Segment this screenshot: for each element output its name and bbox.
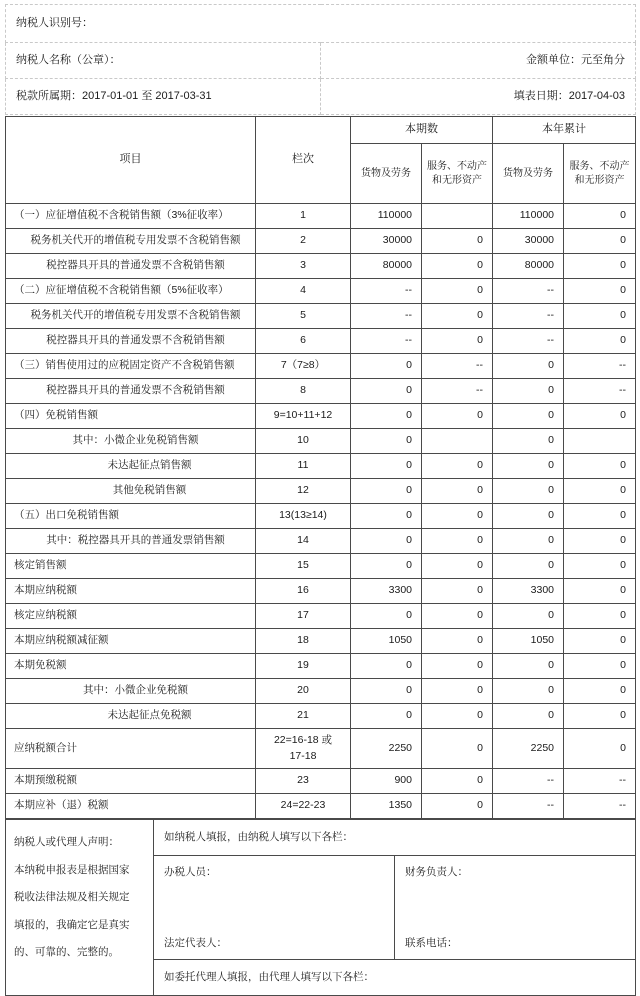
row-current-services[interactable]: 0 [422, 554, 493, 579]
table-row [6, 769, 636, 794]
row-item-label: 本期免税额 [6, 654, 256, 679]
declaration-statement-line-3: 的、可靠的、完整的。 [14, 946, 119, 958]
row-current-goods[interactable]: 0 [351, 654, 422, 679]
table-row [6, 329, 636, 354]
row-line-number: 17 [256, 604, 351, 629]
row-item-label: 其中：税控器具开具的普通发票销售额 [6, 529, 256, 554]
row-ytd-services[interactable]: 0 [564, 279, 636, 304]
row-current-services[interactable]: 0 [422, 629, 493, 654]
header-ytd-goods: 货物及劳务 [493, 144, 564, 204]
tax-period-label: 税款所属期：2017-01-01 至 2017-03-31 [6, 79, 321, 115]
row-line-number: 6 [256, 329, 351, 354]
row-ytd-services[interactable]: -- [564, 379, 636, 404]
row-current-services[interactable] [422, 429, 493, 454]
contact-phone-label: 联系电话： [405, 937, 458, 950]
header-year-to-date: 本年累计 [493, 117, 636, 144]
declaration-statement-line-2: 填报的，我确定它是真实 [14, 918, 130, 931]
row-ytd-services[interactable]: 0 [564, 204, 636, 229]
declaration-statement-title: 纳税人或代理人声明： [14, 836, 119, 848]
row-line-number: 23 [256, 769, 351, 794]
taxpayer-name-label: 纳税人名称（公章）： [6, 43, 321, 79]
row-ytd-services[interactable]: 0 [564, 229, 636, 254]
row-ytd-goods[interactable]: 0 [493, 379, 564, 404]
row-item-label: 税控器具开具的普通发票不含税销售额 [6, 329, 256, 354]
taxpayer-id-row [6, 5, 636, 43]
row-current-services[interactable]: 0 [422, 404, 493, 429]
row-ytd-goods[interactable]: 0 [493, 504, 564, 529]
declaration-statement [6, 820, 154, 996]
row-line-number: 18 [256, 629, 351, 654]
row-ytd-services[interactable]: 0 [564, 504, 636, 529]
row-item-label: 税控器具开具的普通发票不含税销售额 [6, 254, 256, 279]
table-row [6, 354, 636, 379]
row-ytd-goods[interactable]: 0 [493, 554, 564, 579]
row-ytd-services[interactable]: 0 [564, 654, 636, 679]
table-row [6, 379, 636, 404]
row-line-number: 4 [256, 279, 351, 304]
row-ytd-goods[interactable]: 0 [493, 654, 564, 679]
row-item-label: （五）出口免税销售额 [6, 504, 256, 529]
row-ytd-services[interactable] [564, 429, 636, 454]
row-line-number: 9=10+11+12 [256, 404, 351, 429]
row-item-label: 其中：小微企业免税销售额 [6, 429, 256, 454]
row-item-label: 税务机关代开的增值税专用发票不含税销售额 [6, 229, 256, 254]
row-current-goods[interactable]: 1050 [351, 629, 422, 654]
header-item: 项目 [6, 117, 256, 204]
row-current-goods[interactable]: 0 [351, 504, 422, 529]
row-ytd-services[interactable]: -- [564, 354, 636, 379]
tax-officer-label: 办税人员： [164, 866, 217, 878]
row-item-label: 其中：小微企业免税额 [6, 679, 256, 704]
row-ytd-goods[interactable]: 3300 [493, 579, 564, 604]
row-line-number: 1 [256, 204, 351, 229]
header-ytd-services-text: 服务、不动产 和无形资产 [569, 161, 630, 186]
row-current-goods[interactable]: 0 [351, 379, 422, 404]
table-row [6, 529, 636, 554]
row-current-goods[interactable]: 80000 [351, 254, 422, 279]
row-current-goods[interactable]: 0 [351, 454, 422, 479]
declaration-statement-line-1: 税收法律法规及相关规定 [14, 891, 130, 903]
row-current-services[interactable]: 0 [422, 729, 493, 769]
row-item-label: 应纳税额合计 [6, 729, 256, 769]
row-ytd-goods[interactable]: -- [493, 329, 564, 354]
row-line-number: 14 [256, 529, 351, 554]
row-ytd-goods[interactable]: 0 [493, 604, 564, 629]
row-item-label: 税务机关代开的增值税专用发票不含税销售额 [6, 304, 256, 329]
row-item-label: 其他免税销售额 [6, 479, 256, 504]
table-row [6, 679, 636, 704]
row-current-goods[interactable]: 0 [351, 429, 422, 454]
row-line-number: 10 [256, 429, 351, 454]
row-line-number: 5 [256, 304, 351, 329]
row-item-label: 核定应纳税额 [6, 604, 256, 629]
row-line-number: 12 [256, 479, 351, 504]
header-cp-services [422, 144, 493, 204]
taxpayer-id-value[interactable] [321, 5, 636, 43]
row-ytd-goods[interactable]: -- [493, 304, 564, 329]
row-current-services[interactable]: 0 [422, 769, 493, 794]
taxpayer-fill-notice: 如纳税人填报，由纳税人填写以下各栏： [154, 820, 636, 856]
legal-representative-label: 法定代表人： [164, 937, 227, 950]
row-current-services[interactable]: 0 [422, 454, 493, 479]
table-row [6, 304, 636, 329]
row-current-goods[interactable]: -- [351, 304, 422, 329]
row-ytd-services[interactable]: 0 [564, 529, 636, 554]
row-ytd-services[interactable]: 0 [564, 454, 636, 479]
row-ytd-goods[interactable]: 0 [493, 529, 564, 554]
row-ytd-goods[interactable]: 0 [493, 354, 564, 379]
row-item-label: （一）应征增值税不含税销售额（3%征收率） [6, 204, 256, 229]
row-ytd-services[interactable]: 0 [564, 554, 636, 579]
row-ytd-goods[interactable]: 110000 [493, 204, 564, 229]
table-row [6, 554, 636, 579]
row-ytd-services[interactable]: 0 [564, 629, 636, 654]
row-line-number: 3 [256, 254, 351, 279]
row-current-goods[interactable]: 1350 [351, 794, 422, 819]
identification-header [5, 4, 636, 115]
row-ytd-services[interactable]: 0 [564, 729, 636, 769]
header-line-no: 栏次 [256, 117, 351, 204]
declaration-statement-line-0: 本纳税申报表是根据国家 [14, 863, 130, 876]
vat-declaration-table [5, 116, 636, 819]
row-line-number: 2 [256, 229, 351, 254]
finance-manager-label: 财务负责人： [405, 866, 468, 878]
row-current-goods[interactable]: 0 [351, 704, 422, 729]
declaration-left-fields [154, 856, 395, 960]
row-line-number: 21 [256, 704, 351, 729]
table-row [6, 629, 636, 654]
row-current-services[interactable]: 0 [422, 479, 493, 504]
row-line-number: 19 [256, 654, 351, 679]
row-ytd-goods[interactable]: 1050 [493, 629, 564, 654]
row-line-number: 16 [256, 579, 351, 604]
row-current-goods[interactable]: -- [351, 329, 422, 354]
row-ytd-goods[interactable]: 0 [493, 679, 564, 704]
declaration-right-fields [395, 856, 636, 960]
taxpayer-id-label: 纳税人识别号： [6, 5, 321, 43]
agent-fill-notice: 如委托代理人填报，由代理人填写以下各栏： [154, 960, 636, 996]
row-ytd-goods[interactable]: 0 [493, 454, 564, 479]
row-ytd-goods[interactable]: 2250 [493, 729, 564, 769]
row-ytd-goods[interactable]: 0 [493, 429, 564, 454]
table-row [6, 794, 636, 819]
header-cp-services-text: 服务、不动产 和无形资产 [427, 161, 487, 186]
row-line-number: 13(13≥14) [256, 504, 351, 529]
row-current-goods[interactable]: 900 [351, 769, 422, 794]
row-current-goods[interactable]: -- [351, 279, 422, 304]
row-line-number: 20 [256, 679, 351, 704]
row-current-goods[interactable]: 0 [351, 354, 422, 379]
table-row [6, 729, 636, 769]
table-row [6, 204, 636, 229]
taxpayer-name-row [6, 43, 636, 79]
row-ytd-services[interactable]: 0 [564, 254, 636, 279]
row-current-goods[interactable]: 0 [351, 479, 422, 504]
row-current-services[interactable]: 0 [422, 579, 493, 604]
row-ytd-services[interactable]: 0 [564, 704, 636, 729]
row-line-number: 11 [256, 454, 351, 479]
row-current-goods[interactable]: 0 [351, 679, 422, 704]
row-current-services[interactable]: 0 [422, 304, 493, 329]
table-row [6, 454, 636, 479]
declaration-block [5, 819, 636, 996]
header-cp-goods: 货物及劳务 [351, 144, 422, 204]
row-current-goods[interactable]: 0 [351, 604, 422, 629]
row-ytd-services[interactable]: 0 [564, 329, 636, 354]
row-current-services[interactable]: 0 [422, 679, 493, 704]
row-ytd-services[interactable]: 0 [564, 479, 636, 504]
row-ytd-services[interactable]: 0 [564, 579, 636, 604]
table-row [6, 604, 636, 629]
row-current-goods[interactable]: 3300 [351, 579, 422, 604]
row-ytd-goods[interactable]: -- [493, 279, 564, 304]
row-current-services[interactable]: -- [422, 379, 493, 404]
row-current-services[interactable]: 0 [422, 604, 493, 629]
table-header-row-1 [6, 117, 636, 144]
row-current-goods[interactable]: 30000 [351, 229, 422, 254]
table-row [6, 279, 636, 304]
table-row [6, 254, 636, 279]
table-row [6, 229, 636, 254]
row-current-services[interactable]: -- [422, 354, 493, 379]
row-item-label: （四）免税销售额 [6, 404, 256, 429]
table-row [6, 579, 636, 604]
declaration-notice-row [6, 820, 636, 856]
row-ytd-services[interactable]: 0 [564, 679, 636, 704]
amount-unit-label: 金额单位：元至角分 [321, 43, 636, 79]
row-line-number: 15 [256, 554, 351, 579]
row-line-number: 8 [256, 379, 351, 404]
row-current-services[interactable]: 0 [422, 504, 493, 529]
row-item-label: 本期应纳税额 [6, 579, 256, 604]
header-current-period: 本期数 [351, 117, 493, 144]
row-line-number: 22=16-18 或 17-18 [256, 729, 351, 769]
row-current-services[interactable]: 0 [422, 794, 493, 819]
row-line-number: 24=22-23 [256, 794, 351, 819]
row-ytd-goods[interactable]: 80000 [493, 254, 564, 279]
row-item-label: 本期预缴税额 [6, 769, 256, 794]
table-row [6, 704, 636, 729]
table-row [6, 429, 636, 454]
table-row [6, 504, 636, 529]
row-ytd-goods[interactable]: 0 [493, 704, 564, 729]
table-row [6, 479, 636, 504]
row-current-goods[interactable]: 0 [351, 554, 422, 579]
row-ytd-goods[interactable]: -- [493, 769, 564, 794]
row-current-goods[interactable]: 2250 [351, 729, 422, 769]
table-row [6, 404, 636, 429]
row-line-number: 7（7≥8） [256, 354, 351, 379]
row-item-label: （三）销售使用过的应税固定资产不含税销售额 [6, 354, 256, 379]
period-row [6, 79, 636, 115]
table-row [6, 654, 636, 679]
row-current-services[interactable]: 0 [422, 229, 493, 254]
row-current-goods[interactable]: 0 [351, 529, 422, 554]
header-ytd-services [564, 144, 636, 204]
row-current-services[interactable]: 0 [422, 329, 493, 354]
row-item-label: 本期应纳税额减征额 [6, 629, 256, 654]
row-item-label: 本期应补（退）税额 [6, 794, 256, 819]
row-ytd-services[interactable]: 0 [564, 404, 636, 429]
row-current-services[interactable]: 0 [422, 279, 493, 304]
row-ytd-goods[interactable]: 30000 [493, 229, 564, 254]
row-item-label: 税控器具开具的普通发票不含税销售额 [6, 379, 256, 404]
row-current-services[interactable] [422, 204, 493, 229]
row-ytd-services[interactable]: -- [564, 769, 636, 794]
fill-date-label: 填表日期：2017-04-03 [321, 79, 636, 115]
row-current-goods[interactable]: 110000 [351, 204, 422, 229]
row-current-services[interactable]: 0 [422, 529, 493, 554]
row-current-goods[interactable]: 0 [351, 404, 422, 429]
row-current-services[interactable]: 0 [422, 654, 493, 679]
row-item-label: 未达起征点销售额 [6, 454, 256, 479]
row-ytd-services[interactable]: 0 [564, 304, 636, 329]
row-current-services[interactable]: 0 [422, 704, 493, 729]
row-current-services[interactable]: 0 [422, 254, 493, 279]
row-item-label: 核定销售额 [6, 554, 256, 579]
row-ytd-goods[interactable]: 0 [493, 479, 564, 504]
row-ytd-services[interactable]: -- [564, 794, 636, 819]
row-item-label: 未达起征点免税额 [6, 704, 256, 729]
row-ytd-goods[interactable]: 0 [493, 404, 564, 429]
row-ytd-services[interactable]: 0 [564, 604, 636, 629]
row-ytd-goods[interactable]: -- [493, 794, 564, 819]
row-item-label: （二）应征增值税不含税销售额（5%征收率） [6, 279, 256, 304]
